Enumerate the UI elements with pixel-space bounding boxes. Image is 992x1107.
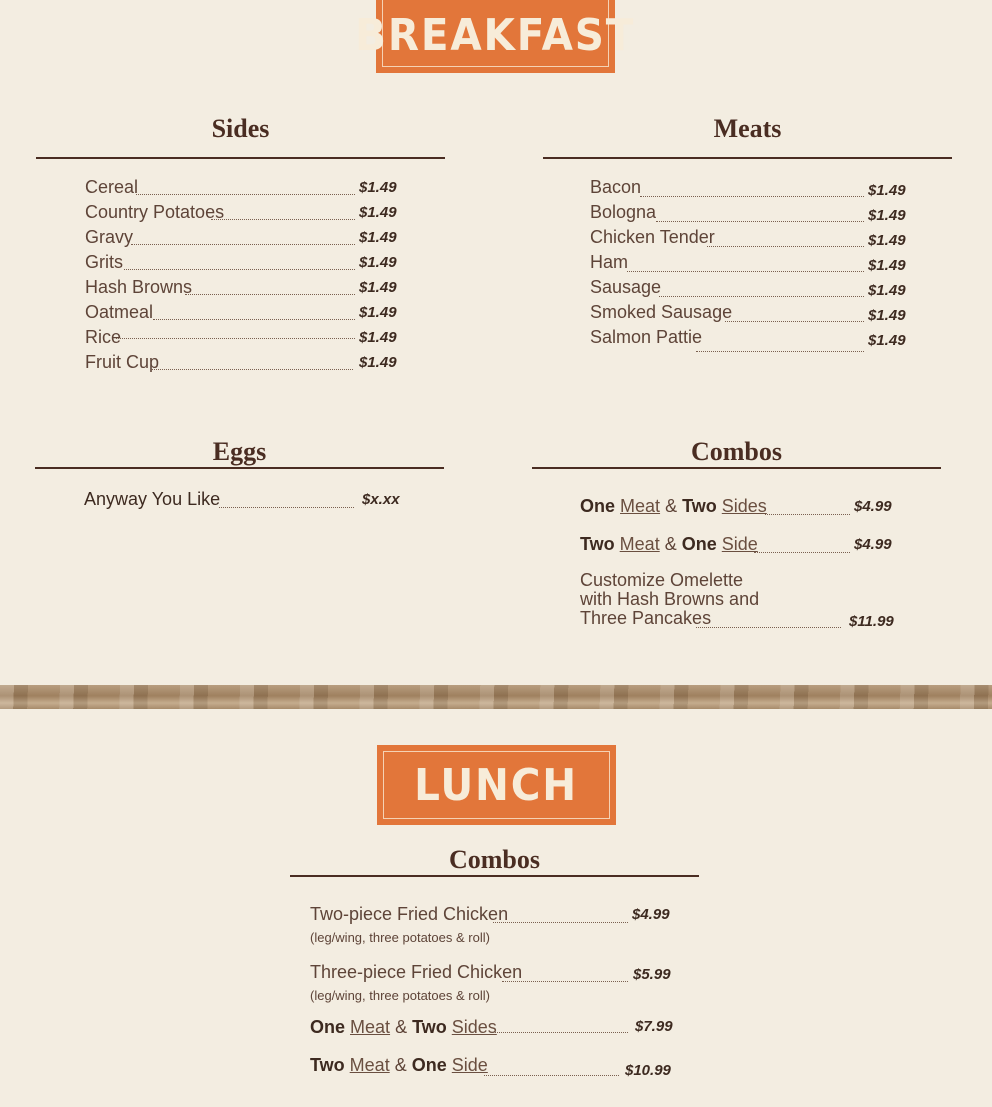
- lunch-combo-two-meat-one-side: [310, 1055, 488, 1076]
- sides-item-gravy: Gravy: [85, 227, 134, 247]
- combo-two-meat-one-side: [580, 534, 758, 555]
- lunch-banner: [377, 745, 616, 825]
- combo-word: Meat: [349, 1055, 390, 1075]
- lunch-item-two-piece: Two-piece Fried Chicken: [310, 904, 509, 924]
- leader-dots: [765, 514, 850, 515]
- combo-word: Meat: [350, 1017, 391, 1037]
- combo-word: Side: [721, 534, 758, 554]
- combo-word: One: [310, 1017, 346, 1037]
- leader-dots: [627, 271, 864, 272]
- combo-word: Side: [451, 1055, 488, 1075]
- meats-price-chicken-tender: $1.49: [868, 232, 906, 249]
- leader-dots: [725, 321, 864, 322]
- meats-price-ham: $1.49: [868, 257, 906, 274]
- combo-word: Meat: [619, 534, 660, 554]
- leader-dots: [659, 296, 864, 297]
- leader-dots: [493, 1032, 628, 1033]
- eggs-title: Eggs: [212, 437, 267, 466]
- leader-dots: [124, 269, 355, 270]
- combo-word: Two: [412, 1017, 447, 1037]
- sides-item-grits: Grits: [85, 252, 123, 272]
- combo-omelette-line3: Three Pancakes: [580, 608, 712, 628]
- breakfast-banner-title: BREAKFAST: [355, 10, 636, 61]
- combo-word: One: [580, 496, 616, 516]
- combo-amp: &: [664, 534, 677, 554]
- lunch-price: $4.99: [632, 906, 670, 923]
- combo-price: $4.99: [854, 536, 892, 553]
- sides-item-country-potatoes: Country Potatoes: [85, 202, 225, 222]
- combo-amp: &: [394, 1055, 407, 1075]
- leader-dots: [131, 244, 355, 245]
- breakfast-banner: [355, 0, 636, 73]
- meats-item-sausage: Sausage: [590, 277, 662, 297]
- combo-word: Two: [580, 534, 615, 554]
- lunch-price: $5.99: [633, 966, 671, 983]
- meats-price-sausage: $1.49: [868, 282, 906, 299]
- leader-dots: [502, 981, 628, 982]
- combo-word: Meat: [620, 496, 661, 516]
- leader-dots: [707, 246, 864, 247]
- sides-price-rice: $1.49: [359, 329, 397, 346]
- meats-item-chicken-tender: Chicken Tender: [590, 227, 715, 247]
- sides-item-rice: Rice: [85, 327, 122, 347]
- leader-dots: [153, 319, 355, 320]
- combos-rule: [532, 467, 941, 469]
- leader-dots: [656, 221, 864, 222]
- combo-amp: &: [665, 496, 678, 516]
- sides-price-country-potatoes: $1.49: [359, 204, 397, 221]
- leader-dots: [640, 196, 864, 197]
- combo-word: One: [411, 1055, 447, 1075]
- eggs-price-anyway: $x.xx: [362, 491, 400, 508]
- sides-price-fruit-cup: $1.49: [359, 354, 397, 371]
- leader-dots: [219, 507, 354, 508]
- meats-price-bacon: $1.49: [868, 182, 906, 199]
- sides-price-hash-browns: $1.49: [359, 279, 397, 296]
- lunch-combo-one-meat-two-sides: [310, 1017, 497, 1038]
- lunch-banner-title: LUNCH: [414, 759, 579, 811]
- leader-dots: [136, 194, 355, 195]
- meats-title: Meats: [713, 114, 782, 143]
- sides-item-hash-browns: Hash Browns: [85, 277, 193, 297]
- lunch-item-note: (leg/wing, three potatoes & roll): [310, 930, 490, 945]
- combo-word: Two: [310, 1055, 345, 1075]
- sides-item-cereal: Cereal: [85, 177, 139, 197]
- leader-dots: [484, 1075, 619, 1076]
- meats-item-ham: Ham: [590, 252, 629, 272]
- leader-dots: [116, 338, 355, 339]
- meats-price-smoked-sausage: $1.49: [868, 307, 906, 324]
- leader-dots: [696, 627, 841, 628]
- leader-dots: [754, 552, 850, 553]
- sides-price-grits: $1.49: [359, 254, 397, 271]
- meats-item-bologna: Bologna: [590, 202, 657, 222]
- sides-item-fruit-cup: Fruit Cup: [85, 352, 160, 372]
- combo-word: Two: [682, 496, 717, 516]
- meats-item-smoked-sausage: Smoked Sausage: [590, 302, 733, 322]
- leader-dots: [185, 294, 355, 295]
- meats-price-salmon-pattie: $1.49: [868, 332, 906, 349]
- lunch-item-note: (leg/wing, three potatoes & roll): [310, 988, 490, 1003]
- combo-word: Sides: [721, 496, 767, 516]
- sides-item-oatmeal: Oatmeal: [85, 302, 154, 322]
- lunch-item-three-piece: Three-piece Fried Chicken: [310, 962, 523, 982]
- meats-price-bologna: $1.49: [868, 207, 906, 224]
- sides-title: Sides: [211, 114, 270, 143]
- meats-rule: [543, 157, 952, 159]
- combo-word: Sides: [451, 1017, 497, 1037]
- eggs-item-anyway: Anyway You Like: [84, 489, 221, 509]
- sides-rule: [36, 157, 445, 159]
- sides-price-gravy: $1.49: [359, 229, 397, 246]
- lunch-combos-title: Combos: [448, 845, 540, 874]
- leader-dots: [211, 219, 355, 220]
- combos-title: Combos: [690, 437, 782, 466]
- lunch-price: $7.99: [635, 1018, 673, 1035]
- leader-dots: [493, 922, 628, 923]
- combo-price: $11.99: [849, 613, 894, 630]
- eggs-rule: [35, 467, 444, 469]
- lunch-combos-rule: [290, 875, 699, 877]
- meats-item-bacon: Bacon: [590, 177, 642, 197]
- lunch-price: $10.99: [625, 1062, 671, 1079]
- combo-omelette-line2: with Hash Browns and: [580, 589, 760, 609]
- leader-dots: [696, 351, 864, 352]
- meats-item-salmon-pattie: Salmon Pattie: [590, 327, 703, 347]
- sides-price-oatmeal: $1.49: [359, 304, 397, 321]
- combo-word: One: [681, 534, 717, 554]
- combo-price: $4.99: [854, 498, 892, 515]
- leader-dots: [151, 369, 353, 370]
- combo-omelette-line1: Customize Omelette: [580, 570, 744, 590]
- sides-price-cereal: $1.49: [359, 179, 397, 196]
- combo-one-meat-two-sides: [580, 496, 767, 517]
- combo-amp: &: [395, 1017, 408, 1037]
- wood-divider: [0, 685, 992, 709]
